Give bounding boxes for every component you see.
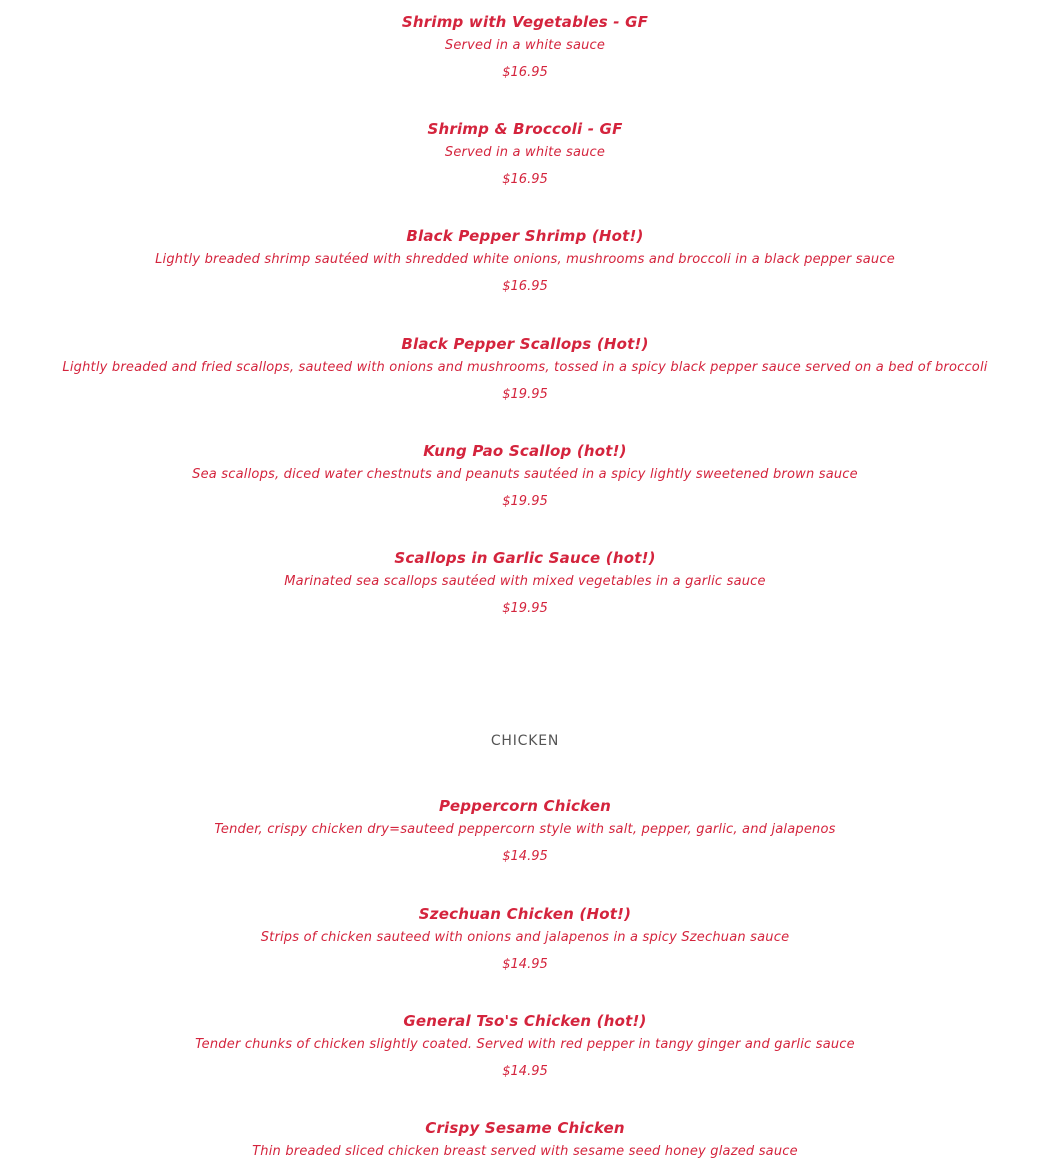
item-price: $19.95 — [502, 601, 548, 616]
item-name: Black Pepper Scallops (Hot!) — [401, 335, 649, 353]
item-price: $14.95 — [502, 1064, 548, 1079]
item-description: Sea scallops, diced water chestnuts and peanuts sautéed in a spicy lightly sweetened brown sauce — [192, 467, 858, 482]
menu-item — [0, 119, 1050, 190]
item-name: Szechuan Chicken (Hot!) — [418, 905, 632, 923]
section-heading: CHICKEN — [490, 733, 560, 749]
item-description: Served in a white sauce — [444, 38, 606, 53]
menu-item — [0, 904, 1050, 975]
item-name: Shrimp with Vegetables - GF — [401, 13, 649, 31]
item-description: Thin breaded sliced chicken breast served with sesame seed honey glazed sauce — [252, 1144, 798, 1159]
menu-item — [0, 1011, 1050, 1082]
item-name: Scallops in Garlic Sauce (hot!) — [394, 549, 656, 567]
item-description: Served in a white sauce — [444, 145, 606, 160]
item-name: Crispy Sesame Chicken — [425, 1119, 625, 1137]
item-name: Peppercorn Chicken — [439, 797, 611, 815]
menu-item — [0, 441, 1050, 512]
menu-item — [0, 226, 1050, 297]
menu-item — [0, 12, 1050, 83]
menu-item — [0, 548, 1050, 619]
item-name: Kung Pao Scallop (hot!) — [423, 442, 627, 460]
menu-item — [0, 334, 1050, 405]
item-name: Shrimp & Broccoli - GF — [427, 120, 623, 138]
item-description: Marinated sea scallops sautéed with mixed vegetables in a garlic sauce — [284, 574, 766, 589]
menu-item — [0, 1118, 1050, 1162]
item-price: $14.95 — [502, 849, 548, 864]
item-price: $19.95 — [502, 494, 548, 509]
item-description: Tender chunks of chicken slightly coated. Served with red pepper in tangy ginger and garlic sauce — [195, 1037, 855, 1052]
item-description: Lightly breaded shrimp sautéed with shredded white onions, mushrooms and broccoli in a black pepper sauce — [155, 252, 895, 267]
item-description: Lightly breaded and fried scallops, sauteed with onions and mushrooms, tossed in a spicy black pepper sauce served on a bed of broccoli — [62, 360, 988, 375]
menu-item — [0, 796, 1050, 867]
item-price: $16.95 — [502, 65, 548, 80]
item-name: Black Pepper Shrimp (Hot!) — [406, 227, 644, 245]
item-description: Strips of chicken sauteed with onions and jalapenos in a spicy Szechuan sauce — [260, 930, 790, 945]
item-price: $16.95 — [502, 172, 548, 187]
item-description: Tender, crispy chicken dry=sauteed peppercorn style with salt, pepper, garlic, and jalapenos — [214, 822, 836, 837]
item-price: $14.95 — [502, 957, 548, 972]
item-price: $19.95 — [502, 387, 548, 402]
item-name: General Tso's Chicken (hot!) — [403, 1012, 647, 1030]
item-price: $16.95 — [502, 279, 548, 294]
